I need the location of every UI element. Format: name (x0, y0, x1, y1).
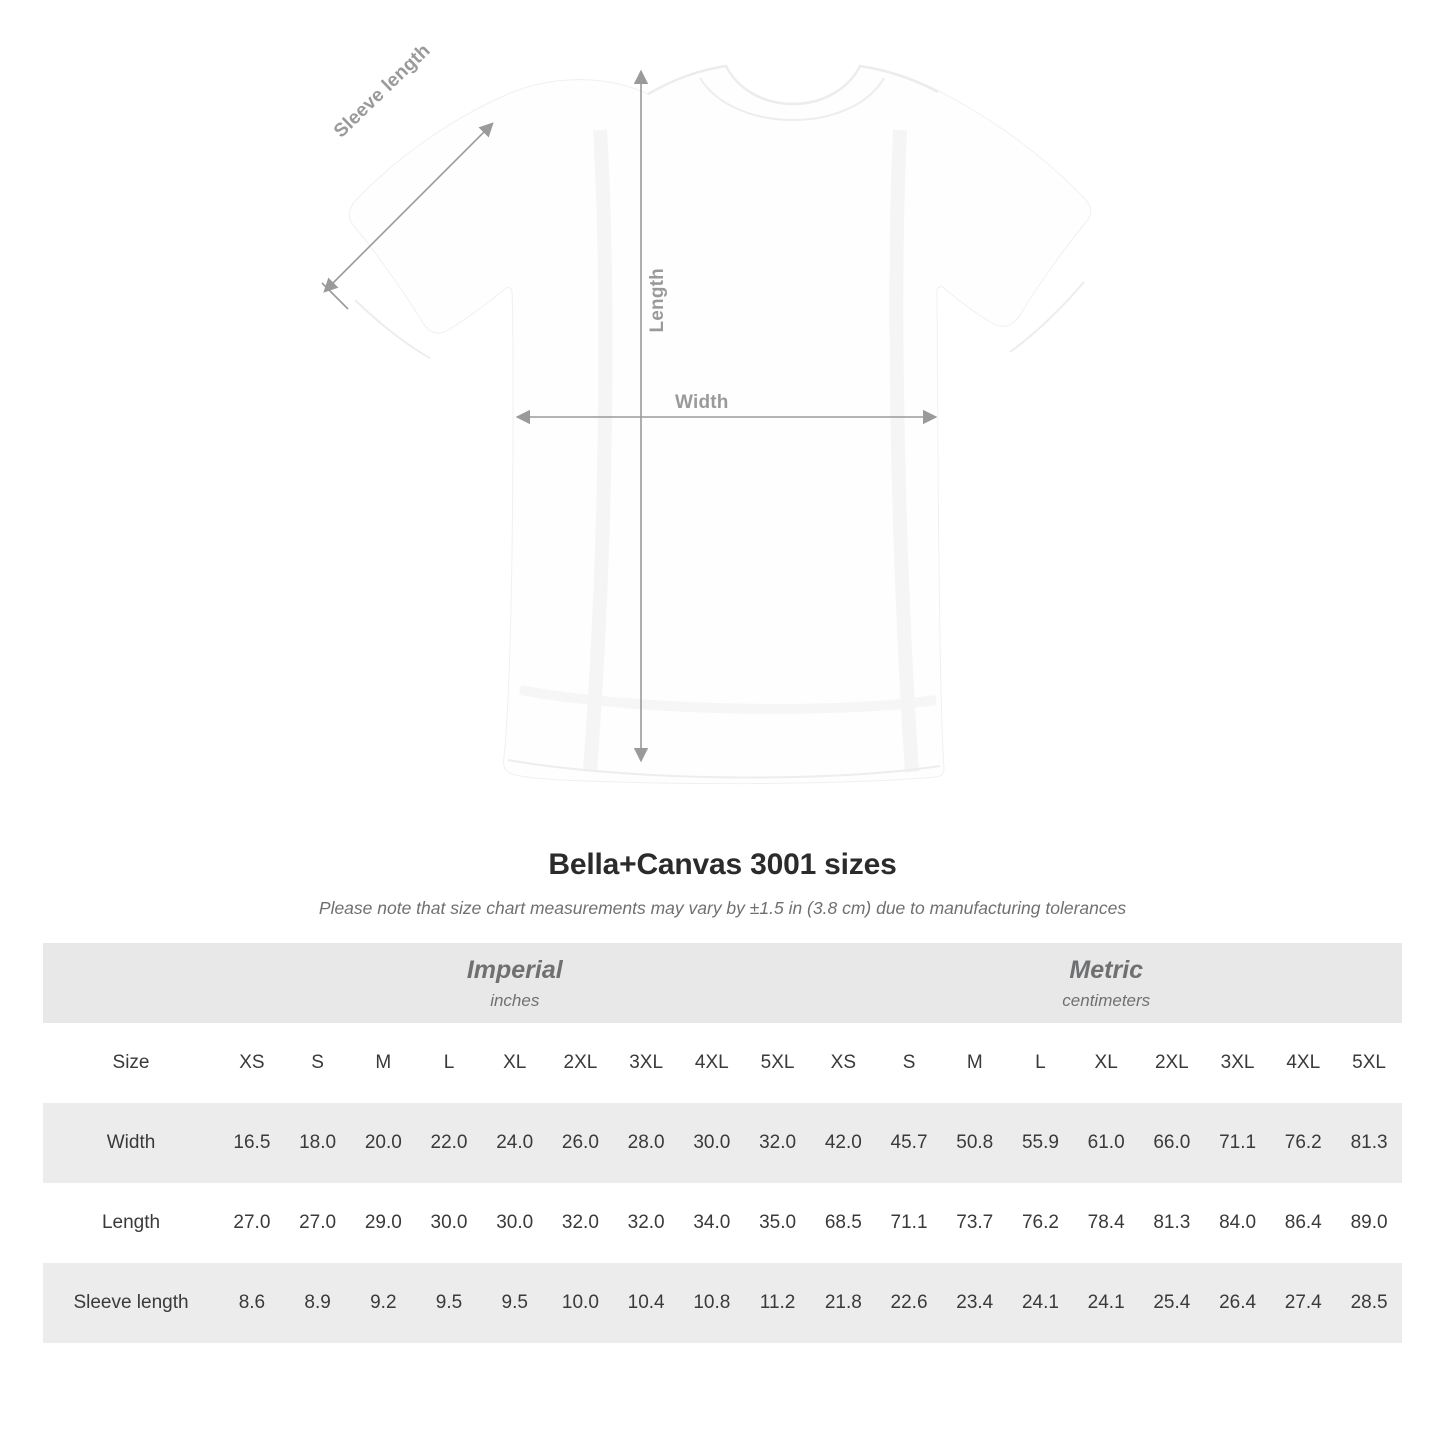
cell-length-imperial-5xl: 35.0 (745, 1183, 811, 1263)
size-col-metric-2xl: 2XL (1139, 1023, 1205, 1103)
width-label: Width (675, 392, 729, 413)
row-label-width: Width (43, 1103, 219, 1183)
cell-length-metric-m: 73.7 (942, 1183, 1008, 1263)
cell-width-imperial-s: 18.0 (285, 1103, 351, 1183)
cell-sleeve-metric-l: 24.1 (1008, 1263, 1074, 1343)
size-col-metric-s: S (876, 1023, 942, 1103)
cell-width-metric-m: 50.8 (942, 1103, 1008, 1183)
cell-length-imperial-xl: 30.0 (482, 1183, 548, 1263)
cell-sleeve-imperial-4xl: 10.8 (679, 1263, 745, 1343)
cell-width-imperial-xl: 24.0 (482, 1103, 548, 1183)
tshirt-shape (349, 66, 1090, 784)
cell-sleeve-imperial-l: 9.5 (416, 1263, 482, 1343)
metric-title: Metric (1069, 956, 1144, 985)
size-col-imperial-xl: XL (482, 1023, 548, 1103)
cell-width-metric-xl: 61.0 (1073, 1103, 1139, 1183)
size-col-imperial-3xl: 3XL (613, 1023, 679, 1103)
cell-sleeve-imperial-2xl: 10.0 (548, 1263, 614, 1343)
cell-length-metric-s: 71.1 (876, 1183, 942, 1263)
cell-width-metric-l: 55.9 (1008, 1103, 1074, 1183)
size-table-wrapper (43, 943, 1402, 1343)
cell-width-metric-5xl: 81.3 (1336, 1103, 1402, 1183)
cell-width-imperial-xs: 16.5 (219, 1103, 285, 1183)
cell-sleeve-metric-xs: 21.8 (810, 1263, 876, 1343)
cell-sleeve-imperial-m: 9.2 (350, 1263, 416, 1343)
size-col-imperial-s: S (285, 1023, 351, 1103)
cell-sleeve-imperial-xl: 9.5 (482, 1263, 548, 1343)
cell-length-imperial-2xl: 32.0 (548, 1183, 614, 1263)
cell-sleeve-metric-3xl: 26.4 (1205, 1263, 1271, 1343)
cell-sleeve-metric-2xl: 25.4 (1139, 1263, 1205, 1343)
cell-width-imperial-l: 22.0 (416, 1103, 482, 1183)
metric-unit: centimeters (1062, 990, 1151, 1010)
cell-sleeve-metric-5xl: 28.5 (1336, 1263, 1402, 1343)
cell-sleeve-imperial-5xl: 11.2 (745, 1263, 811, 1343)
size-col-imperial-m: M (350, 1023, 416, 1103)
cell-width-imperial-3xl: 28.0 (613, 1103, 679, 1183)
size-header-row (43, 1023, 1402, 1103)
cell-length-imperial-l: 30.0 (416, 1183, 482, 1263)
cell-sleeve-imperial-s: 8.9 (285, 1263, 351, 1343)
cell-length-metric-5xl: 89.0 (1336, 1183, 1402, 1263)
cell-length-imperial-3xl: 32.0 (613, 1183, 679, 1263)
cell-sleeve-imperial-3xl: 10.4 (613, 1263, 679, 1343)
table-row-width (43, 1103, 1402, 1183)
cell-sleeve-metric-4xl: 27.4 (1270, 1263, 1336, 1343)
size-col-metric-m: M (942, 1023, 1008, 1103)
size-col-metric-5xl: 5XL (1336, 1023, 1402, 1103)
size-table (43, 943, 1402, 1343)
cell-width-imperial-5xl: 32.0 (745, 1103, 811, 1183)
title-block (0, 848, 1445, 919)
cell-length-imperial-xs: 27.0 (219, 1183, 285, 1263)
cell-length-metric-xs: 68.5 (810, 1183, 876, 1263)
table-row-sleeve-length (43, 1263, 1402, 1343)
cell-length-metric-2xl: 81.3 (1139, 1183, 1205, 1263)
size-col-imperial-2xl: 2XL (548, 1023, 614, 1103)
size-col-metric-3xl: 3XL (1205, 1023, 1271, 1103)
size-col-metric-l: L (1008, 1023, 1074, 1103)
cell-width-imperial-4xl: 30.0 (679, 1103, 745, 1183)
cell-length-imperial-4xl: 34.0 (679, 1183, 745, 1263)
row-label-sleeve-length: Sleeve length (43, 1263, 219, 1343)
unit-system-row (43, 943, 1402, 1023)
imperial-header-cell (219, 943, 810, 1023)
cell-width-metric-s: 45.7 (876, 1103, 942, 1183)
metric-header-cell (810, 943, 1402, 1023)
unit-spacer (43, 943, 219, 1023)
cell-length-imperial-m: 29.0 (350, 1183, 416, 1263)
cell-width-metric-3xl: 71.1 (1205, 1103, 1271, 1183)
cell-width-metric-2xl: 66.0 (1139, 1103, 1205, 1183)
cell-width-imperial-2xl: 26.0 (548, 1103, 614, 1183)
size-col-imperial-5xl: 5XL (745, 1023, 811, 1103)
cell-sleeve-metric-m: 23.4 (942, 1263, 1008, 1343)
page-title: Bella+Canvas 3001 sizes (548, 848, 897, 881)
length-label: Length (647, 268, 668, 333)
size-col-metric-xl: XL (1073, 1023, 1139, 1103)
cell-length-metric-3xl: 84.0 (1205, 1183, 1271, 1263)
cell-sleeve-metric-s: 22.6 (876, 1263, 942, 1343)
cell-sleeve-metric-xl: 24.1 (1073, 1263, 1139, 1343)
size-col-metric-xs: XS (810, 1023, 876, 1103)
size-header-label: Size (43, 1023, 219, 1103)
tolerance-note: Please note that size chart measurements may vary by ±1.5 in (3.8 cm) due to manufacturing tolerances (318, 898, 1127, 918)
size-col-imperial-xs: XS (219, 1023, 285, 1103)
imperial-unit: inches (490, 990, 540, 1010)
cell-length-imperial-s: 27.0 (285, 1183, 351, 1263)
table-row-length (43, 1183, 1402, 1263)
cell-length-metric-l: 76.2 (1008, 1183, 1074, 1263)
size-col-imperial-l: L (416, 1023, 482, 1103)
sleeve-length-label: Sleeve length (330, 40, 435, 143)
sleeve-tick (322, 283, 348, 309)
cell-length-metric-4xl: 86.4 (1270, 1183, 1336, 1263)
size-col-imperial-4xl: 4XL (679, 1023, 745, 1103)
cell-sleeve-imperial-xs: 8.6 (219, 1263, 285, 1343)
row-label-length: Length (43, 1183, 219, 1263)
cell-width-imperial-m: 20.0 (350, 1103, 416, 1183)
cell-width-metric-xs: 42.0 (810, 1103, 876, 1183)
size-col-metric-4xl: 4XL (1270, 1023, 1336, 1103)
imperial-title: Imperial (466, 956, 563, 985)
cell-length-metric-xl: 78.4 (1073, 1183, 1139, 1263)
cell-width-metric-4xl: 76.2 (1270, 1103, 1336, 1183)
